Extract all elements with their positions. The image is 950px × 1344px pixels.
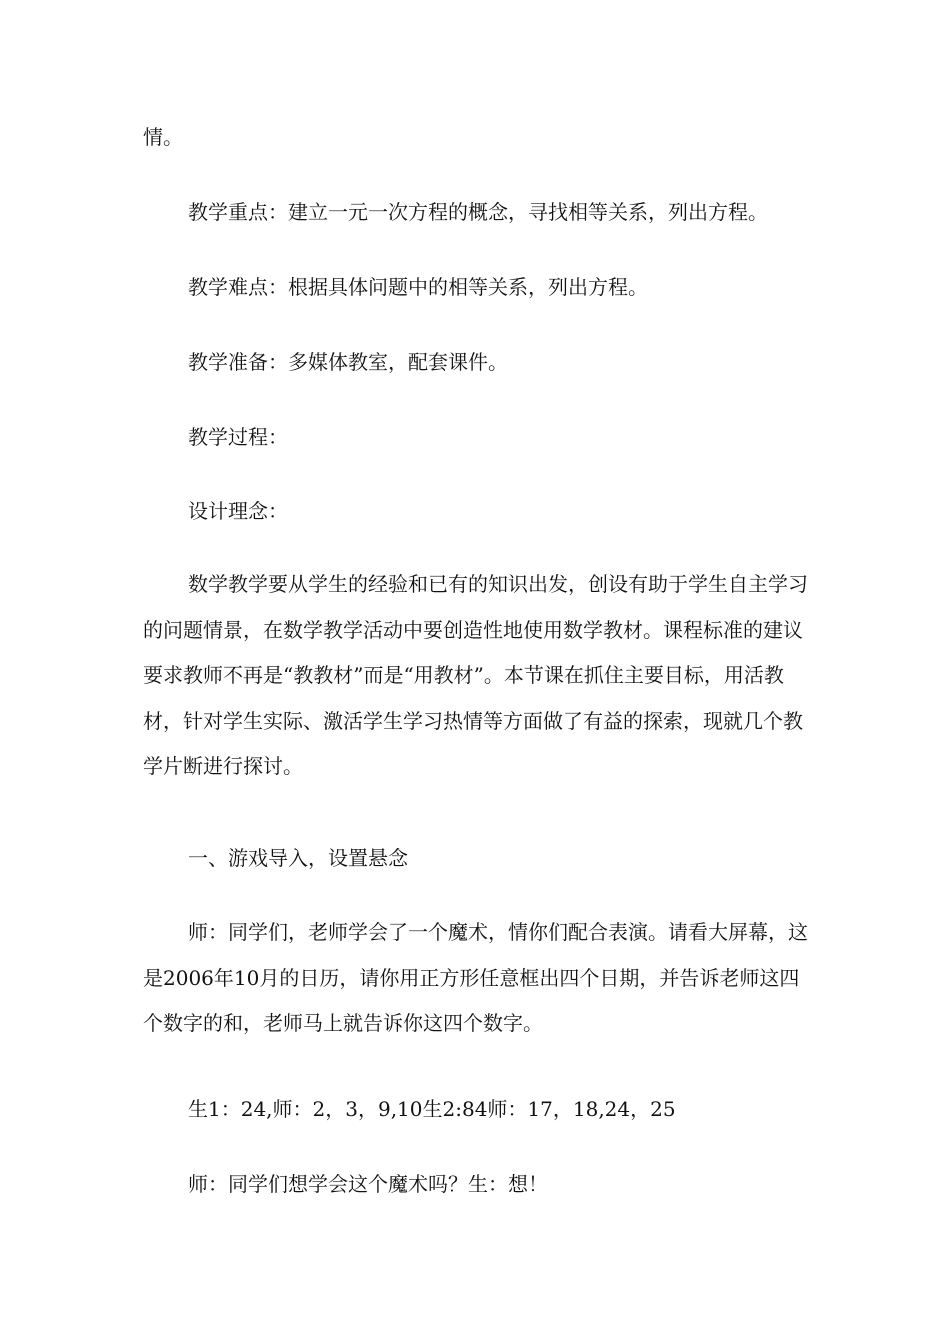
teacher-question-line: 师：同学们想学会这个魔术吗？生：想！: [188, 1172, 548, 1196]
section-heading-game-intro: 一、游戏导入，设置悬念: [188, 846, 408, 870]
design-concept-paragraph: 数学教学要从学生的经验和已有的知识出发，创设有助于学生自主学习的问题情景，在数学教学活动中要创造性地使用数学教材。课程标准的建议要求教师不再是“教教材”而是“用教材”。本节课在抓住主要目标，用活教材，针对学生实际、激活学生学习热情等方面做了有益的探索，现就几个教学片断进行探讨。: [143, 572, 808, 778]
teacher-magic-paragraph: 师：同学们，老师学会了一个魔术，情你们配合表演。请看大屏幕，这是2006年10月的日历，请你用正方形任意框出四个日期，并告诉老师这四个数字的和，老师马上就告诉你这四个数字。: [143, 920, 808, 1035]
student-answer-line: 生1：24,师：2，3，9,10生2:84师：17，18,24，25: [188, 1097, 676, 1121]
teaching-preparation: 教学准备：多媒体教室，配套课件。: [188, 350, 508, 374]
teaching-difficulty: 教学难点：根据具体问题中的相等关系，列出方程。: [188, 275, 648, 299]
teaching-process-heading: 教学过程：: [188, 425, 288, 449]
teaching-focus: 教学重点：建立一元一次方程的概念，寻找相等关系，列出方程。: [188, 200, 768, 224]
design-concept-heading: 设计理念：: [188, 499, 288, 523]
continuation-line: 情。: [143, 125, 183, 149]
